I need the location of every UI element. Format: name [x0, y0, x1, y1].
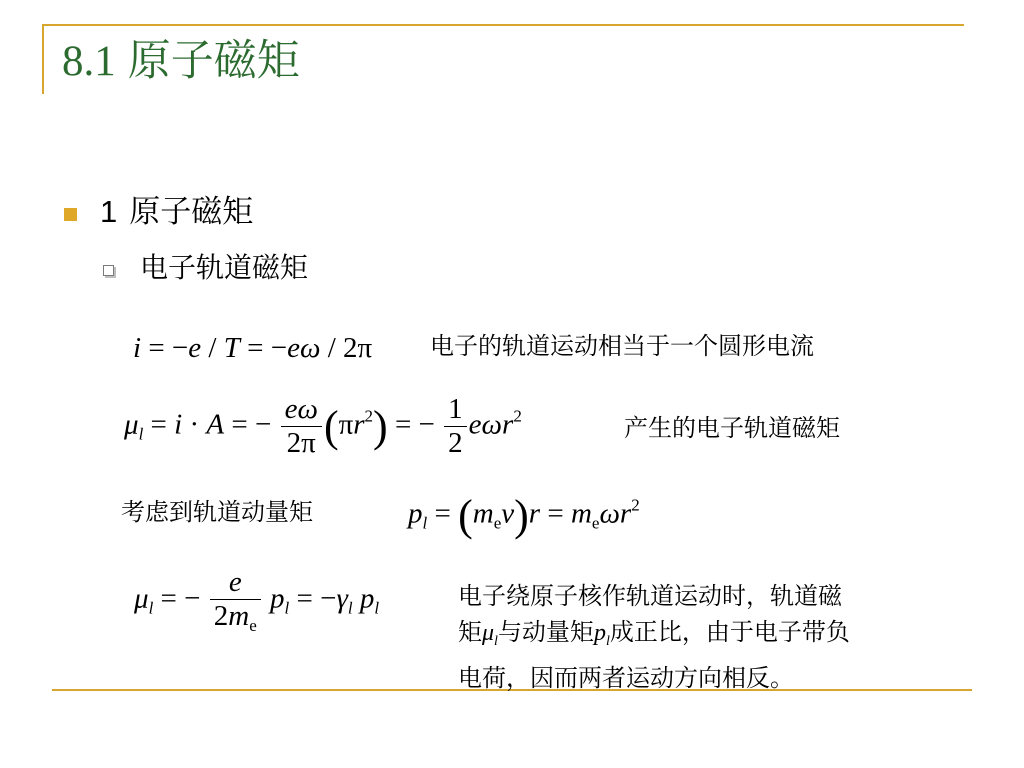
title-text: 原子磁矩	[127, 36, 300, 86]
conclusion-line-3: 电荷，因而两者运动方向相反。	[458, 664, 794, 692]
bullet1-text: 原子磁矩	[129, 194, 254, 230]
fraction-e-2me: $\frac{e}{2m_e}$	[210, 566, 261, 636]
title-number: 8.1	[62, 38, 116, 85]
conclusion-line-2: 矩$\mu_l$与动量矩$p_l$成正比，由于电子带负	[458, 618, 850, 649]
left-rule	[42, 24, 44, 94]
fraction-ew-2pi: $\frac{e\omega}{2\pi}$	[281, 393, 322, 461]
consider-label: 考虑到轨道动量矩	[121, 498, 313, 526]
bullet1-number: 1	[100, 194, 118, 229]
equation-gyromagnetic: $\mu_l$ = − $\frac{e}{2m_e}$ $p_l = -\gamma_l$ $p_l$	[134, 566, 380, 636]
equation-orbital-moment: $\mu_l = i \cdot A$ = − $\frac{e\omega}{2\pi}$ $(\pi r^2)$ = − $\frac{1}{2}$ eωr$^2$	[124, 393, 522, 460]
square-bullet-icon	[64, 208, 77, 221]
slide-title	[62, 36, 300, 86]
current-description: 电子的轨道运动相当于一个圆形电流	[430, 332, 814, 360]
bullet-level1	[100, 193, 253, 231]
conclusion-line-1: 电子绕原子核作轨道运动时，轨道磁	[458, 582, 842, 610]
top-rule	[42, 24, 964, 26]
equation-angular-momentum: $p_l = (m_ev)r = m_e\omega r^2$	[408, 491, 640, 540]
hollow-square-bullet-icon	[103, 265, 114, 276]
equation-current: i = −e / T = −eω / 2π	[133, 332, 373, 364]
bullet-level2: 电子轨道磁矩	[140, 251, 309, 284]
moment-description: 产生的电子轨道磁矩	[624, 414, 840, 442]
conclusion-text	[458, 578, 973, 696]
fraction-one-half: $\frac{1}{2}$	[444, 393, 467, 461]
